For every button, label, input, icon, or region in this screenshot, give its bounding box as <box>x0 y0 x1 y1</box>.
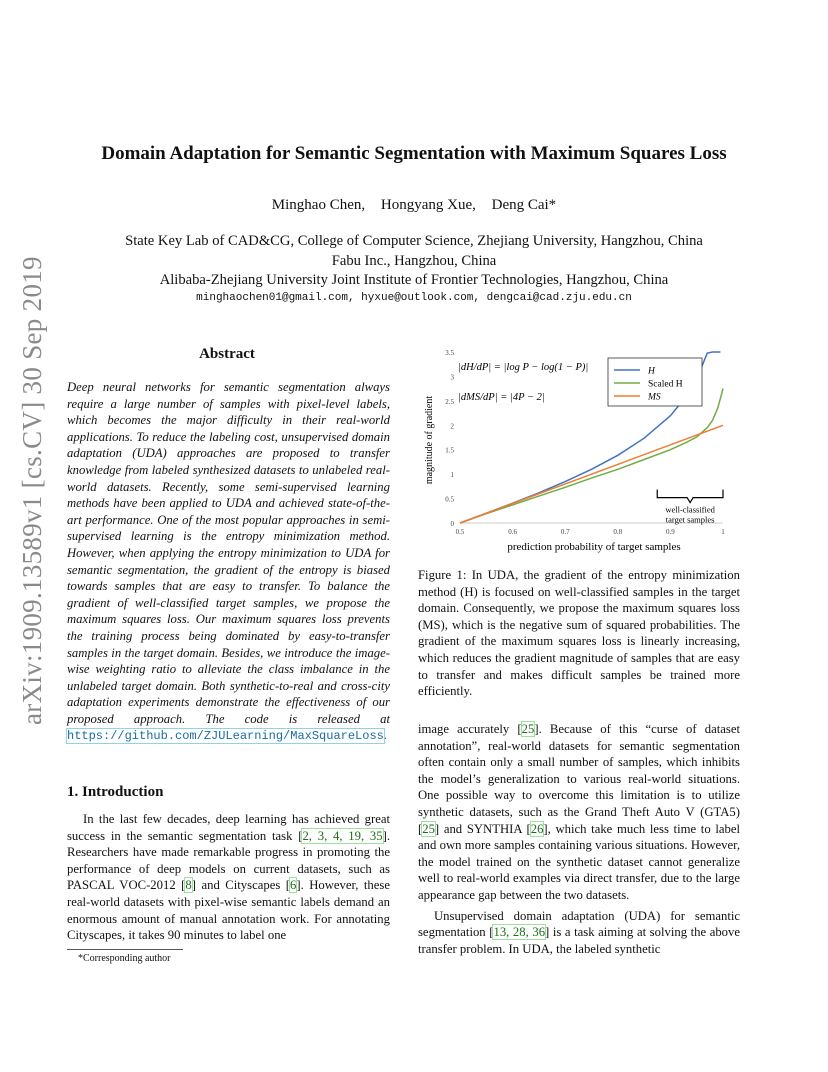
y-axis-label: magnitude of gradient <box>424 395 435 485</box>
x-tick-label: 0.5 <box>455 528 465 536</box>
x-tick-label: 0.8 <box>613 528 623 536</box>
citation-link[interactable]: 8 <box>185 878 192 893</box>
abstract-end: . <box>383 728 388 743</box>
y-tick-label: 2.5 <box>445 397 454 406</box>
legend-label: H <box>648 366 655 377</box>
abstract-heading: Abstract <box>199 346 255 362</box>
right-column-body: image accurately [25]. Because of this “curse of dataset annotation”, real-world datasets for semantic segmentation often contain only a small number of samples, which inhibits the model’s generalization to various real-world situations. One possible way to overcome this limitation is to utilize synthetic datasets, such as the Grand Theft Auto V (GTA5) [25] and SYNTHIA [26], which take much less time to label and own more samples containing various situations. However, the model trained on the synthetic dataset cannot generalize well to real-world examples via direct transfer, due to the large appearance gap between the two datasets. Unsupervised domain adaptation (UDA) for semantic segmentation [13, 28, 36] is a task aiming at solving the above transfer problem. In UDA, the labeled synthetic <box>418 722 741 956</box>
footnote-rule <box>67 949 183 950</box>
y-tick-label: 0 <box>450 520 454 528</box>
y-tick-label: 1 <box>450 471 454 480</box>
abstract-body <box>67 379 390 745</box>
y-tick-label: 2 <box>450 422 454 431</box>
legend-label: MS <box>648 392 661 403</box>
citation-link[interactable]: 25 <box>422 821 435 836</box>
legend-label: Scaled H <box>648 379 683 390</box>
citation-link[interactable]: 25 <box>521 722 535 736</box>
affiliation: Alibaba-Zhejiang University Joint Institute of Frontier Technologies, Hangzhou, China <box>159 272 669 288</box>
well-classified-brace <box>657 490 723 503</box>
arxiv-stamp: arXiv:1909.13589v1 [cs.CV] 30 Sep 2019 <box>17 256 47 725</box>
citation-link[interactable]: 13, 28, 36 <box>493 925 546 940</box>
abstract-text: Deep neural networks for semantic segmentation always require a large number of samples with pixel-level labels, which becomes the major difficulty in their real-world applications. To reduce the labeling cost, unsupervised domain adaptation (UDA) approaches are proposed to transfer knowledge from labeled synthesized datasets to unlabeled real-world datasets. Recently, some semi-supervised learning methods have been applied to UDA and achieved state-of-the-art performance. One of the most popular approaches in semi-supervised learning is the entropy minimization method. However, when applying the entropy minimization to UDA for semantic segmentation, the gradient of the entropy is biased towards samples that are easy to transfer. To balance the gradient of well-classified target samples, we propose the maximum squares loss. Our maximum squares loss prevents the training process being dominated by easy-to-transfer samples in the target domain. Besides, we introduce the image-wise weighting ratio to alleviate the class imbalance in the unlabeled target domain. Both synthetic-to-real and cross-city adaptation experiments demonstrate the effectiveness of our proposed approach. The code is released at <box>67 380 390 726</box>
citation-link[interactable]: 26 <box>530 821 544 836</box>
formula-h: |dH/dP| = |log P − log(1 − P)| <box>458 362 589 373</box>
intro-heading: 1. Introduction <box>67 784 164 800</box>
x-tick-label: 0.9 <box>666 528 675 536</box>
gradient-chart <box>418 340 738 560</box>
intro-body: In the last few decades, deep learning has achieved great success in the semantic segmentation task [2, 3, 4, 19, 35]. Researchers have made remarkable progress in promoting the performance of deep models on current datasets, such as PASCAL VOC-2012 [8] and Cityscapes [6]. However, these real-world datasets with pixel-wise semantic labels demand an enormous amount of manual annotation work. For annotating Cityscapes, it takes 90 minutes to label one <box>67 812 391 943</box>
paper-title: Domain Adaptation for Semantic Segmentation with Maximum Squares Loss <box>101 143 727 164</box>
citation-link[interactable]: 6 <box>290 878 297 893</box>
code-link[interactable]: https://github.com/ZJULearning/MaxSquareLoss <box>67 729 384 744</box>
x-tick-label: 1 <box>721 528 725 536</box>
y-tick-label: 0.5 <box>445 495 454 504</box>
y-tick-label: 1.5 <box>445 446 454 455</box>
author-list <box>0 197 828 214</box>
series-line-scaled-h <box>460 389 723 523</box>
y-tick-label: 3.5 <box>445 349 454 357</box>
annotation-text: target samples <box>665 514 715 525</box>
footnote: *Corresponding author <box>78 953 171 964</box>
formula-ms: |dMS/dP| = |4P − 2| <box>458 392 545 403</box>
x-tick-label: 0.6 <box>508 528 517 536</box>
citation-link[interactable]: 2, 3, 4, 19, 35 <box>302 828 383 843</box>
affiliation: State Key Lab of CAD&CG, College of Computer Science, Zhejiang University, Hangzhou, China <box>125 233 703 249</box>
author-name: Hongyang Xue, <box>380 197 476 213</box>
annotation-text: well-classified <box>665 504 715 515</box>
x-tick-label: 0.7 <box>560 528 570 536</box>
y-tick-label: 3 <box>450 373 454 382</box>
figure-caption: Figure 1: In UDA, the gradient of the entropy minimization method (H) is focused on well-classified samples in the target domain. Consequently, we propose the maximum squares loss (MS), which is the negative sum of squared probabilities. The gradient of the maximum squares loss is linearly increasing, which reduces the gradient magnitude of samples that are easy to transfer and makes difficult samples be trained more efficiently. <box>418 568 740 699</box>
affiliation: Fabu Inc., Hangzhou, China <box>331 253 497 269</box>
author-name: Minghao Chen, <box>271 197 366 213</box>
author-name: Deng Cai* <box>491 197 557 213</box>
x-axis-label: prediction probability of target samples <box>507 541 681 553</box>
author-emails: minghaochen01@gmail.com, hyxue@outlook.com, dengcai@cad.zju.edu.cn <box>196 292 632 304</box>
